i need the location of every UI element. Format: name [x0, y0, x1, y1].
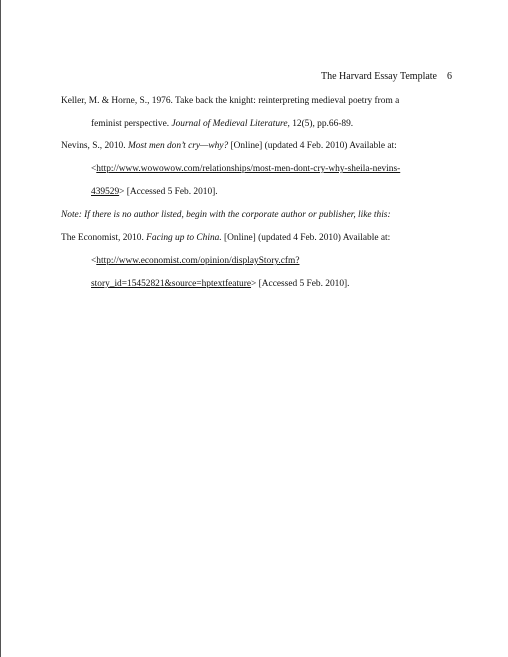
running-header: [321, 70, 452, 83]
reference-economist: [61, 227, 461, 296]
reference-nevins: [61, 135, 461, 204]
reference-nevins-url-line2[interactable]: 439529: [91, 187, 120, 197]
reference-economist-line3: [61, 273, 461, 296]
reference-keller-line1: Keller, M. & Horne, S., 1976. Take back the knight: reinterpreting medieval poetry from a: [61, 96, 400, 106]
reference-nevins-accessed: > [Accessed 5 Feb. 2010].: [119, 187, 218, 197]
reference-keller: [61, 90, 461, 136]
reference-nevins-author: Nevins, S., 2010.: [61, 141, 128, 151]
reference-nevins-line2: [61, 158, 461, 181]
header-title: The Harvard Essay Template: [320, 71, 437, 82]
reference-economist-line1: [61, 227, 461, 250]
reference-nevins-line3: [61, 181, 461, 204]
reference-nevins-line1: [61, 135, 461, 158]
reference-economist-title: Facing up to China.: [146, 233, 222, 243]
reference-economist-author: The Economist, 2010.: [61, 233, 147, 243]
author-note: Note: If there is no author listed, begin with the corporate author or publisher, like this:: [61, 210, 391, 220]
reference-economist-bracket-open: <: [91, 256, 97, 266]
reference-economist-accessed: > [Accessed 5 Feb. 2010].: [251, 279, 350, 289]
reference-nevins-title: Most men don’t cry—why?: [127, 141, 229, 151]
reference-economist-rest: [Online] (updated 4 Feb. 2010) Available at:: [221, 233, 391, 243]
reference-keller-line2: [61, 113, 461, 136]
reference-nevins-url-line1[interactable]: http://www.wowowow.com/relationships/most-men-dont-cry-why-sheila-nevins-: [96, 164, 401, 174]
reference-economist-url-line1[interactable]: http://www.economist.com/opinion/displayStory.cfm?: [96, 256, 300, 266]
page-number: 6: [447, 71, 452, 82]
reference-economist-url-line2[interactable]: story_id=15452821&source=hptextfeature: [91, 279, 252, 289]
reference-keller-line2-pre: feminist perspective.: [91, 119, 172, 129]
reference-nevins-rest: [Online] (updated 4 Feb. 2010) Available at:: [228, 141, 397, 151]
reference-economist-line2: [61, 250, 461, 273]
reference-nevins-bracket-open: <: [91, 164, 97, 174]
reference-keller-line2-post: 12(5), pp.66-89.: [289, 119, 354, 129]
reference-keller-journal: Journal of Medieval Literature,: [171, 119, 290, 129]
